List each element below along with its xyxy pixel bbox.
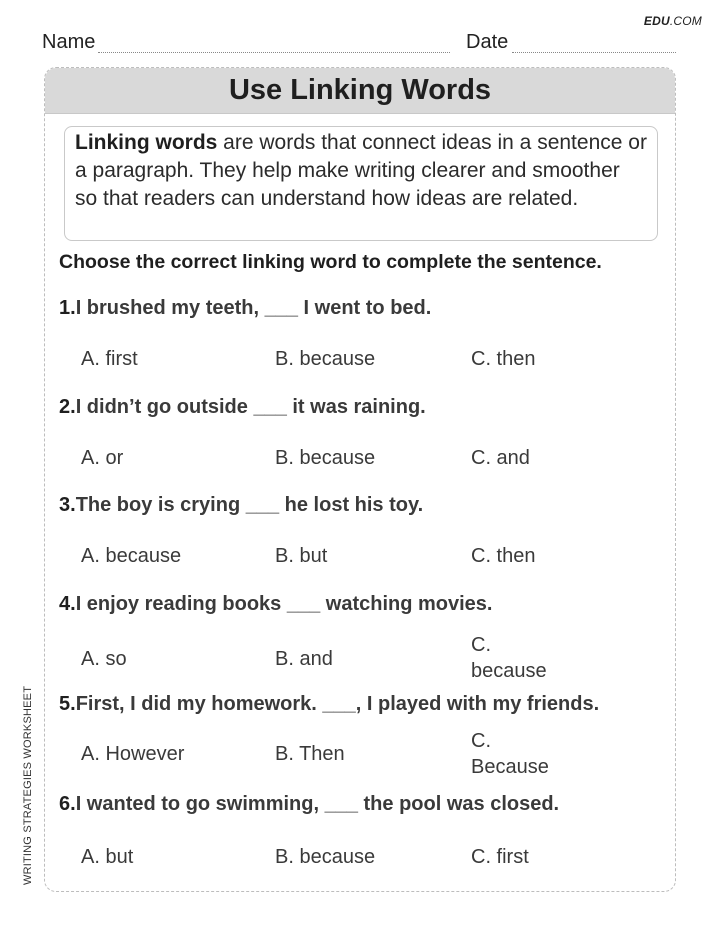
option-3b[interactable]: B. but [275,545,328,567]
option-1a[interactable]: A. first [81,348,138,370]
option-1c[interactable]: C. then [471,348,536,370]
question-text: I brushed my teeth, ___ I went to bed. [75,297,432,319]
name-field[interactable] [98,52,450,53]
instructions: Choose the correct linking word to complete the sentence. [59,251,602,273]
option-2b[interactable]: B. because [275,447,376,469]
name-label: Name [42,31,96,53]
intro-text: are words that connect ideas in a sentence or a paragraph. They help make writing clearer and smoother so that readers can understand how ideas are related. [75,131,647,210]
question-text: I wanted to go swimming, ___ the pool was closed. [75,793,560,815]
brand-logo [644,14,702,28]
option-6a[interactable]: A. but [81,846,134,868]
option-4c[interactable]: C. because [471,634,547,682]
option-2a[interactable]: A. or [81,447,124,469]
question-text: First, I did my homework. ___, I played with my friends. [75,693,600,715]
option-5b[interactable]: B. Then [275,743,345,765]
option-5a[interactable]: A. However [81,743,185,765]
intro-term: Linking words [75,131,218,154]
option-4a[interactable]: A. so [81,648,127,670]
date-label: Date [466,31,509,53]
question-2 [59,396,426,419]
question-text: I enjoy reading books ___ watching movies. [75,593,493,615]
question-number: 6. [59,793,76,815]
option-6c[interactable]: C. first [471,846,529,868]
question-number: 4. [59,593,76,615]
question-number: 5. [59,693,76,715]
option-2c[interactable]: C. and [471,447,530,469]
worksheet-title: Use Linking Words [45,68,675,114]
question-4 [59,593,492,616]
question-text: I didn’t go outside ___ it was raining. [75,396,426,418]
date-field[interactable] [512,52,676,53]
option-4b[interactable]: B. and [275,648,333,670]
question-3 [59,494,423,517]
worksheet-category-label: WRITING STRATEGIES WORKSHEET [22,685,34,885]
intro-box [64,126,658,241]
option-1b[interactable]: B. because [275,348,376,370]
option-5c[interactable]: C. Because [471,730,549,778]
brand-logo-suffix: .COM [669,14,702,28]
option-3a[interactable]: A. because [81,545,182,567]
option-3c[interactable]: C. then [471,545,536,567]
question-text: The boy is crying ___ he lost his toy. [75,494,424,516]
question-number: 1. [59,297,76,319]
brand-logo-bold: EDU [643,14,670,28]
option-6b[interactable]: B. because [275,846,376,868]
worksheet-card [44,67,676,892]
question-1 [59,297,431,320]
question-5 [59,693,599,716]
question-number: 2. [59,396,76,418]
question-6 [59,793,559,816]
question-number: 3. [59,494,76,516]
